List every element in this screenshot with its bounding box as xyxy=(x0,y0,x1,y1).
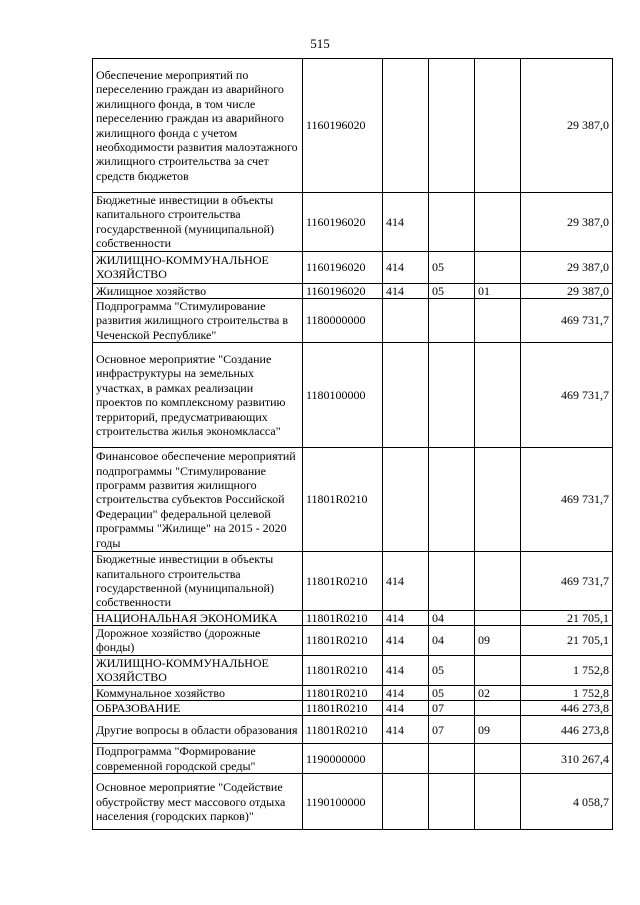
row-name: Основное мероприятие "Содействие обустройству мест массового отдыха населения (городских парков)" xyxy=(93,774,303,830)
row-target-code: 1160196020 xyxy=(303,193,383,252)
row-name: Подпрограмма "Стимулирование развития жилищного строительства в Чеченской Республике" xyxy=(93,298,303,342)
row-subsection: 02 xyxy=(475,685,521,700)
row-target-code: 1180000000 xyxy=(303,298,383,342)
row-section: 07 xyxy=(429,701,475,716)
row-target-code: 11801R0210 xyxy=(303,552,383,611)
row-amount: 469 731,7 xyxy=(521,448,613,552)
row-name: ЖИЛИЩНО-КОММУНАЛЬНОЕ ХОЗЯЙСТВО xyxy=(93,655,303,685)
row-subsection xyxy=(475,701,521,716)
row-name: Бюджетные инвестиции в объекты капитального строительства государственной (муниципальной) собственности xyxy=(93,552,303,611)
table-row xyxy=(93,655,613,685)
row-target-code: 1160196020 xyxy=(303,59,383,193)
row-subsection: 01 xyxy=(475,283,521,298)
row-expense-type: 414 xyxy=(383,251,429,283)
row-section xyxy=(429,343,475,448)
table-row xyxy=(93,685,613,700)
row-expense-type: 414 xyxy=(383,655,429,685)
row-amount: 469 731,7 xyxy=(521,343,613,448)
row-target-code: 11801R0210 xyxy=(303,655,383,685)
row-section: 05 xyxy=(429,283,475,298)
row-target-code: 1180100000 xyxy=(303,343,383,448)
row-target-code: 1160196020 xyxy=(303,251,383,283)
row-target-code: 11801R0210 xyxy=(303,610,383,625)
row-amount: 1 752,8 xyxy=(521,685,613,700)
row-target-code: 11801R0210 xyxy=(303,716,383,744)
row-name: Основное мероприятие "Создание инфраструктуры на земельных участках, в рамках реализации проектов по комплексному развитию территорий, предусматривающих строительства жилья экономкласса" xyxy=(93,343,303,448)
table-row xyxy=(93,343,613,448)
row-amount: 310 267,4 xyxy=(521,744,613,774)
row-amount: 4 058,7 xyxy=(521,774,613,830)
row-expense-type xyxy=(383,343,429,448)
table-row xyxy=(93,251,613,283)
row-section xyxy=(429,774,475,830)
budget-table-body xyxy=(93,59,613,830)
row-expense-type: 414 xyxy=(383,193,429,252)
row-target-code: 1190000000 xyxy=(303,744,383,774)
row-expense-type: 414 xyxy=(383,283,429,298)
table-row xyxy=(93,774,613,830)
row-subsection xyxy=(475,59,521,193)
row-subsection xyxy=(475,552,521,611)
row-subsection xyxy=(475,448,521,552)
row-expense-type xyxy=(383,774,429,830)
row-target-code: 11801R0210 xyxy=(303,626,383,656)
row-amount: 29 387,0 xyxy=(521,251,613,283)
row-subsection xyxy=(475,343,521,448)
row-expense-type xyxy=(383,448,429,552)
row-subsection xyxy=(475,251,521,283)
row-subsection xyxy=(475,610,521,625)
row-expense-type xyxy=(383,59,429,193)
row-amount: 446 273,8 xyxy=(521,701,613,716)
table-row xyxy=(93,298,613,342)
row-name: Подпрограмма "Формирование современной городской среды" xyxy=(93,744,303,774)
budget-table xyxy=(92,58,613,830)
table-row xyxy=(93,59,613,193)
row-amount: 469 731,7 xyxy=(521,552,613,611)
row-subsection: 09 xyxy=(475,626,521,656)
row-section: 05 xyxy=(429,655,475,685)
row-subsection xyxy=(475,298,521,342)
row-section xyxy=(429,448,475,552)
table-row xyxy=(93,552,613,611)
page-number: 515 xyxy=(310,36,330,51)
row-amount: 21 705,1 xyxy=(521,610,613,625)
row-amount: 21 705,1 xyxy=(521,626,613,656)
table-row xyxy=(93,283,613,298)
row-section: 07 xyxy=(429,716,475,744)
row-target-code: 11801R0210 xyxy=(303,448,383,552)
table-row xyxy=(93,716,613,744)
row-amount: 1 752,8 xyxy=(521,655,613,685)
row-target-code: 11801R0210 xyxy=(303,685,383,700)
row-expense-type: 414 xyxy=(383,716,429,744)
table-row xyxy=(93,193,613,252)
row-expense-type: 414 xyxy=(383,626,429,656)
row-expense-type xyxy=(383,744,429,774)
table-row xyxy=(93,701,613,716)
row-name: Бюджетные инвестиции в объекты капитального строительства государственной (муниципальной) собственности xyxy=(93,193,303,252)
row-subsection xyxy=(475,655,521,685)
row-target-code: 11801R0210 xyxy=(303,701,383,716)
row-name: Обеспечение мероприятий по переселению граждан из аварийного жилищного фонда, в том числе переселению граждан из аварийного жилищного фонда с учетом необходимости развития малоэтажного жилищного строительства за счет средств бюджетов xyxy=(93,59,303,193)
row-amount: 446 273,8 xyxy=(521,716,613,744)
row-name: ОБРАЗОВАНИЕ xyxy=(93,701,303,716)
table-row xyxy=(93,610,613,625)
row-name: ЖИЛИЩНО-КОММУНАЛЬНОЕ ХОЗЯЙСТВО xyxy=(93,251,303,283)
row-expense-type: 414 xyxy=(383,685,429,700)
row-section xyxy=(429,552,475,611)
row-section xyxy=(429,59,475,193)
row-subsection xyxy=(475,774,521,830)
row-name: Жилищное хозяйство xyxy=(93,283,303,298)
row-name: НАЦИОНАЛЬНАЯ ЭКОНОМИКА xyxy=(93,610,303,625)
row-name: Дорожное хозяйство (дорожные фонды) xyxy=(93,626,303,656)
row-section: 04 xyxy=(429,626,475,656)
row-amount: 29 387,0 xyxy=(521,283,613,298)
row-expense-type xyxy=(383,298,429,342)
row-subsection xyxy=(475,193,521,252)
row-target-code: 1190100000 xyxy=(303,774,383,830)
table-row xyxy=(93,448,613,552)
row-subsection xyxy=(475,744,521,774)
row-section: 04 xyxy=(429,610,475,625)
row-section xyxy=(429,744,475,774)
row-section xyxy=(429,193,475,252)
row-expense-type: 414 xyxy=(383,610,429,625)
row-expense-type: 414 xyxy=(383,701,429,716)
row-section xyxy=(429,298,475,342)
row-expense-type: 414 xyxy=(383,552,429,611)
row-name: Коммунальное хозяйство xyxy=(93,685,303,700)
row-amount: 469 731,7 xyxy=(521,298,613,342)
row-target-code: 1160196020 xyxy=(303,283,383,298)
row-name: Другие вопросы в области образования xyxy=(93,716,303,744)
table-row xyxy=(93,626,613,656)
table-row xyxy=(93,744,613,774)
row-amount: 29 387,0 xyxy=(521,59,613,193)
row-section: 05 xyxy=(429,685,475,700)
row-name: Финансовое обеспечение мероприятий подпрограммы "Стимулирование программ развития жилищного строительства субъектов Российской Федерации" федеральной целевой программы "Жилище" на 2015 - 2020 годы xyxy=(93,448,303,552)
row-section: 05 xyxy=(429,251,475,283)
row-amount: 29 387,0 xyxy=(521,193,613,252)
row-subsection: 09 xyxy=(475,716,521,744)
